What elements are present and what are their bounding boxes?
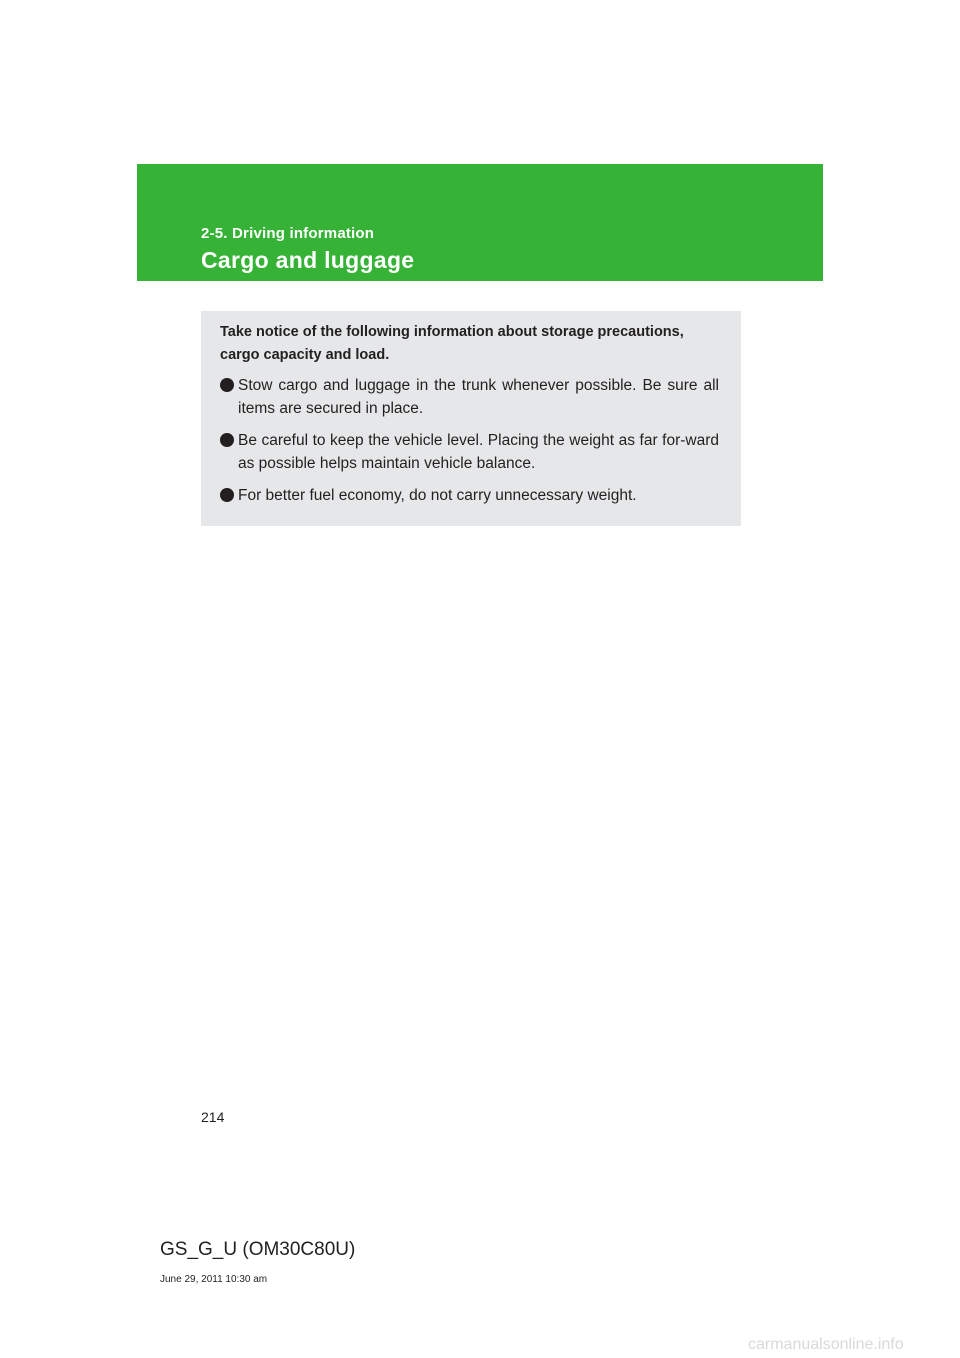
bullet-icon xyxy=(220,378,234,392)
doc-date: June 29, 2011 10:30 am xyxy=(160,1274,268,1285)
list-item xyxy=(220,429,719,475)
bullet-text: For better fuel economy, do not carry unnecessary weight. xyxy=(238,487,637,504)
bullet-text: Stow cargo and luggage in the trunk whenever possible. Be sure all items are secured in place. xyxy=(238,377,719,417)
page-title: Cargo and luggage xyxy=(201,247,415,273)
bullet-icon xyxy=(220,488,234,502)
list-item xyxy=(220,484,719,507)
bullet-list xyxy=(220,374,719,507)
info-box xyxy=(201,311,741,526)
bullet-icon xyxy=(220,433,234,447)
section-label: 2-5. Driving information xyxy=(201,225,375,242)
intro-text: Take notice of the following information about storage precautions, cargo capacity and load. xyxy=(220,324,684,363)
watermark: carmanualsonline.info xyxy=(748,1336,904,1353)
page-number: 214 xyxy=(201,1109,225,1125)
doc-code: GS_G_U (OM30C80U) xyxy=(160,1239,356,1260)
bullet-text: Be careful to keep the vehicle level. Placing the weight as far for-ward as possible helps maintain vehicle balance. xyxy=(238,432,719,472)
list-item xyxy=(220,374,719,420)
